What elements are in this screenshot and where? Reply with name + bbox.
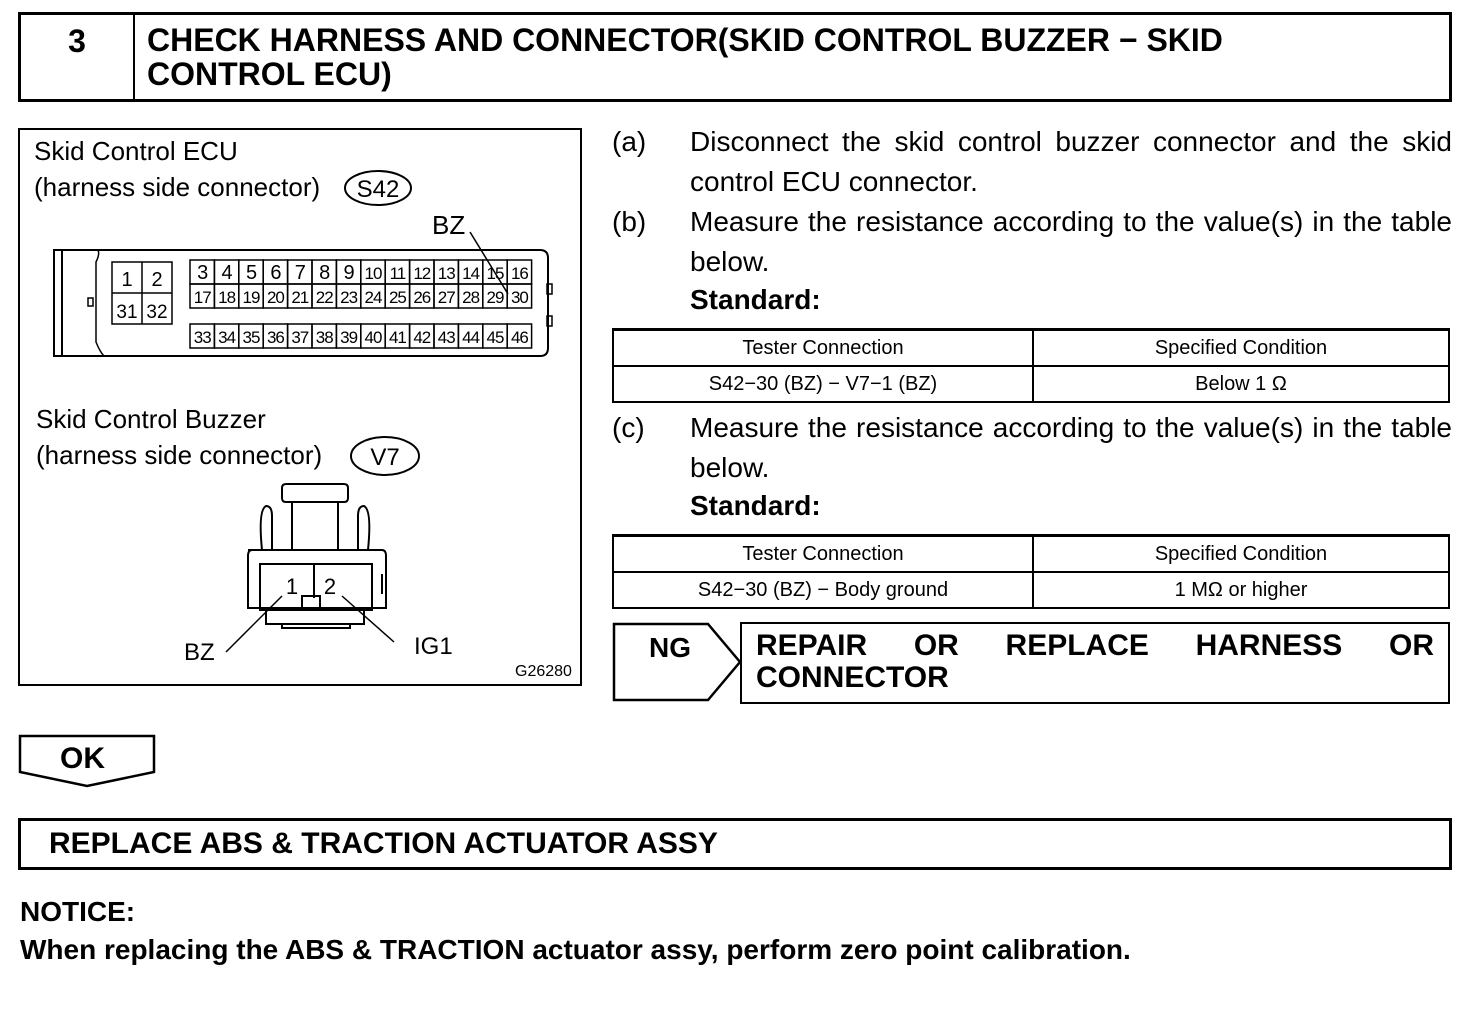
ecu-pin-39: 39 [340, 328, 358, 347]
ecu-pin-34: 34 [218, 328, 236, 347]
ecu-pin-5: 5 [245, 262, 257, 284]
ecu-pin-32: 32 [146, 302, 168, 323]
ecu-pin-9: 9 [343, 262, 354, 284]
ecu-pin-3: 3 [197, 262, 208, 284]
result-text: REPLACE ABS & TRACTION ACTUATOR ASSY [49, 827, 718, 860]
ecu-pin-14: 14 [462, 264, 480, 283]
ecu-pin-31: 31 [116, 302, 138, 323]
ecu-pin-6: 6 [270, 262, 281, 284]
table-c-cell-condition: 1 MΩ or higher [1033, 572, 1449, 608]
step-a-text: Disconnect the skid control buzzer connector and the skid control ECU connector. [690, 126, 1452, 197]
ecu-pin-2: 2 [151, 269, 163, 291]
buzzer-connector-code: V7 [370, 444, 400, 471]
buzzer-title: Skid Control Buzzer [36, 404, 266, 434]
step-c [612, 408, 1452, 488]
step-a-label: (a) [612, 126, 647, 157]
ecu-pin-13: 13 [437, 264, 455, 283]
ecu-pin-21: 21 [291, 288, 309, 307]
ecu-pin-25: 25 [388, 288, 406, 307]
ecu-pin-7: 7 [294, 262, 305, 284]
spec-table-b [612, 328, 1450, 403]
ecu-pin-26: 26 [413, 288, 431, 307]
ecu-pin-19: 19 [242, 288, 260, 307]
ecu-pin-8: 8 [319, 262, 330, 284]
table-c-cell-connection: S42−30 (BZ) − Body ground [613, 572, 1033, 608]
ecu-pin-46: 46 [510, 328, 528, 347]
ecu-pin-29: 29 [486, 288, 504, 307]
ng-arrow [612, 622, 744, 702]
ecu-pin-16: 16 [510, 264, 528, 283]
notice-heading: NOTICE: [20, 896, 136, 927]
ecu-pin-12: 12 [413, 264, 431, 283]
ng-action-box [740, 622, 1450, 704]
table-c-header-1: Tester Connection [613, 536, 1033, 573]
ecu-pin-4: 4 [221, 262, 232, 284]
ecu-title: Skid Control ECU [34, 136, 238, 166]
result-box [18, 818, 1452, 870]
ecu-pin-18: 18 [218, 288, 236, 307]
ng-action-text: REPAIR OR REPLACE HARNESS OR CONNECTOR [756, 629, 1434, 694]
buzzer-bz-callout: BZ [184, 639, 215, 666]
table-b-cell-condition: Below 1 Ω [1033, 366, 1449, 402]
step-b-text: Measure the resistance according to the value(s) in the table below. [690, 206, 1452, 277]
step-header [18, 12, 1452, 102]
ecu-pin-15: 15 [486, 264, 504, 283]
ecu-pin-23: 23 [340, 288, 358, 307]
step-number: 3 [21, 15, 135, 99]
ecu-pin-33: 33 [193, 328, 211, 347]
connector-diagram [20, 130, 580, 684]
buzzer-pin-2: 2 [323, 574, 337, 599]
notice-body: When replacing the ABS & TRACTION actuator assy, perform zero point calibration. [20, 934, 1131, 965]
ecu-pin-10: 10 [364, 264, 382, 283]
ecu-pin-35: 35 [242, 328, 260, 347]
buzzer-subtitle: (harness side connector) [36, 440, 323, 470]
standard-label-c: Standard: [690, 490, 821, 521]
ecu-pin-45: 45 [486, 328, 504, 347]
table-b-header-2: Specified Condition [1033, 330, 1449, 367]
standard-label-b: Standard: [690, 284, 821, 315]
ecu-pin-20: 20 [266, 288, 284, 307]
ecu-pin-42: 42 [413, 328, 431, 347]
table-b-cell-connection: S42−30 (BZ) − V7−1 (BZ) [613, 366, 1033, 402]
ecu-pin-36: 36 [266, 328, 284, 347]
ok-label: OK [60, 742, 105, 775]
table-c-header-2: Specified Condition [1033, 536, 1449, 573]
ecu-pin-30: 30 [510, 288, 528, 307]
step-a [612, 122, 1452, 202]
ecu-pin-44: 44 [462, 328, 480, 347]
ecu-pin-22: 22 [315, 288, 333, 307]
ecu-pin-1: 1 [121, 269, 133, 291]
ecu-pin-24: 24 [364, 288, 382, 307]
ecu-left-pin-block [112, 262, 172, 324]
step-c-label: (c) [612, 412, 645, 443]
ecu-pin-grid [190, 260, 532, 348]
ecu-pin-40: 40 [364, 328, 382, 347]
ecu-pin-27: 27 [437, 288, 455, 307]
step-b-label: (b) [612, 206, 647, 237]
figure-code: G26280 [515, 663, 572, 680]
ecu-pin-37: 37 [291, 328, 309, 347]
ng-label: NG [649, 632, 691, 663]
step-c-text: Measure the resistance according to the value(s) in the table below. [690, 412, 1452, 483]
spec-table-c [612, 534, 1450, 609]
ecu-pin-41: 41 [388, 328, 406, 347]
step-title: CHECK HARNESS AND CONNECTOR(SKID CONTROL BUZZER − SKID CONTROL ECU) [147, 22, 1223, 92]
connector-figure [18, 128, 582, 686]
ecu-pin-28: 28 [462, 288, 480, 307]
buzzer-pin-1: 1 [285, 574, 299, 599]
ecu-pin-43: 43 [437, 328, 455, 347]
ecu-subtitle: (harness side connector) [34, 172, 321, 202]
buzzer-ig1-callout: IG1 [414, 633, 453, 660]
step-b [612, 202, 1452, 282]
ecu-pin-17: 17 [193, 288, 211, 307]
ecu-connector-code: S42 [356, 176, 400, 203]
buzzer-connector-drawing [248, 484, 386, 628]
ok-arrow [18, 734, 156, 788]
ecu-pin-38: 38 [315, 328, 333, 347]
ecu-bz-callout: BZ [432, 210, 466, 240]
table-b-header-1: Tester Connection [613, 330, 1033, 367]
ecu-pin-11: 11 [389, 264, 406, 283]
